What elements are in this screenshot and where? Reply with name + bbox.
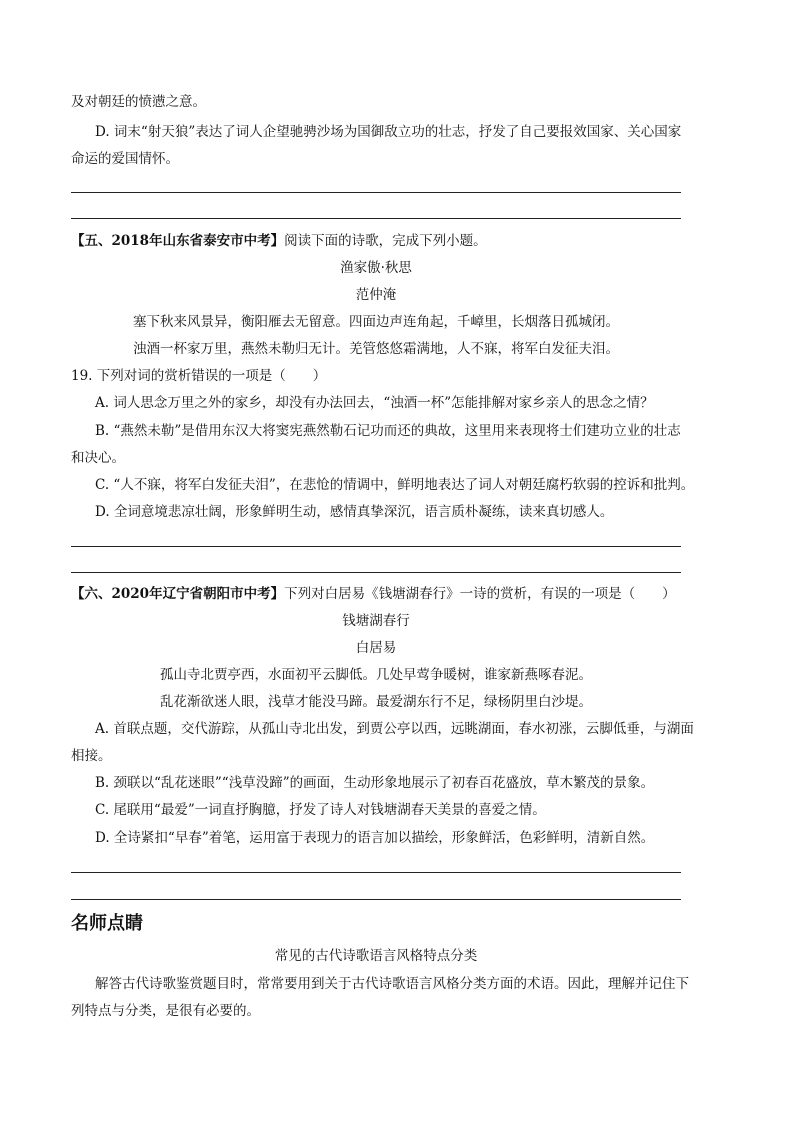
poem-verse: 浊酒一杯家万里，燕然未勒归无计。羌管悠悠霜满地，人不寐，将军白发征夫泪。: [133, 341, 619, 357]
answer-line: [71, 872, 681, 873]
poem-title: 渔家傲·秋思: [340, 260, 412, 276]
poem-verse: 孤山寺北贾亭西，水面初平云脚低。几处早莺争暖树，谁家新燕啄春泥。: [160, 667, 592, 683]
option-a: A. 首联点题，交代游踪，从孤山寺北出发，到贾公亭以西，远眺湖面，春水初涨，云脚低垂，与湖面: [95, 721, 694, 737]
poem-title: 钱塘湖春行: [342, 613, 410, 629]
section6-heading: [71, 585, 676, 603]
option-a: A. 词人思念万里之外的家乡，却没有办法回去，“浊酒一杯”怎能排解对家乡亲人的思念之情？: [95, 395, 654, 411]
option-d: D. 全诗紧扣“早春”着笔，运用富于表现力的语言加以描绘，形象鲜活，色彩鲜明，清新自然。: [95, 830, 655, 846]
section5-tag: 【五、2018年山东省泰安市中考】: [71, 233, 285, 249]
answer-line: [71, 899, 681, 900]
option-c: C. “人不寐，将军白发征夫泪”，在悲怆的情调中，鲜明地表达了词人对朝廷腐朽软弱的控诉和批判。: [95, 477, 695, 493]
answer-line: [71, 546, 681, 547]
option-d: D. 词末“射天狼”表达了词人企望驰骋沙场为国御敌立功的壮志，抒发了自己要报效国家、关心国家: [95, 124, 682, 140]
answer-line: [71, 572, 681, 573]
option-c: C. 尾联用“最爱”一词直抒胸臆，抒发了诗人对钱塘湖春天美景的喜爱之情。: [95, 802, 546, 818]
text-line: 命运的爱国情怀。: [71, 151, 179, 167]
section5-instruction: 阅读下面的诗歌，完成下列小题。: [284, 233, 487, 249]
answer-line: [71, 192, 681, 193]
poem-author: 白居易: [355, 640, 397, 656]
option-d: D. 全词意境悲凉壮阔，形象鲜明生动，感情真挚深沉，语言质朴凝练，读来真切感人。: [95, 504, 614, 520]
section6-tag: 【六、2020年辽宁省朝阳市中考】: [71, 586, 285, 602]
question-stem: 19. 下列对词的赏析错误的一项是（ ）: [71, 368, 327, 384]
tips-paragraph: 解答古代诗歌鉴赏题目时，常常要用到关于古代诗歌语言风格分类方面的术语。因此，理解并记住下: [95, 976, 689, 992]
poem-author: 范仲淹: [355, 287, 397, 303]
poem-verse: 乱花渐欲迷人眼，浅草才能没马蹄。最爱湖东行不足，绿杨阴里白沙堤。: [160, 694, 592, 710]
section5-heading: [71, 232, 487, 250]
poem-verse: 塞下秋来风景异，衡阳雁去无留意。四面边声连角起，千嶂里，长烟落日孤城闭。: [133, 314, 619, 330]
text-line: 及对朝廷的愤懑之意。: [71, 94, 206, 110]
tips-subtitle: 常见的古代诗歌语言风格特点分类: [274, 948, 478, 964]
section6-instruction: 下列对白居易《钱塘湖春行》一诗的赏析，有误的一项是（ ）: [284, 586, 676, 602]
option-a-cont: 相接。: [71, 748, 112, 764]
tips-paragraph-cont: 列特点与分类，是很有必要的。: [71, 1003, 260, 1019]
option-b: B. 颈联以“乱花迷眼”“浅草没蹄”的画面，生动形象地展示了初春百花盛放，草木繁茂的景象。: [95, 775, 655, 791]
option-b: B. “燕然未勒”是借用东汉大将窦宪燕然勒石记功而还的典故，这里用来表现将士们建功立业的壮志: [95, 423, 681, 439]
option-b-cont: 和决心。: [71, 450, 125, 466]
tips-heading: 名师点睛: [71, 913, 143, 934]
answer-line: [71, 218, 681, 219]
